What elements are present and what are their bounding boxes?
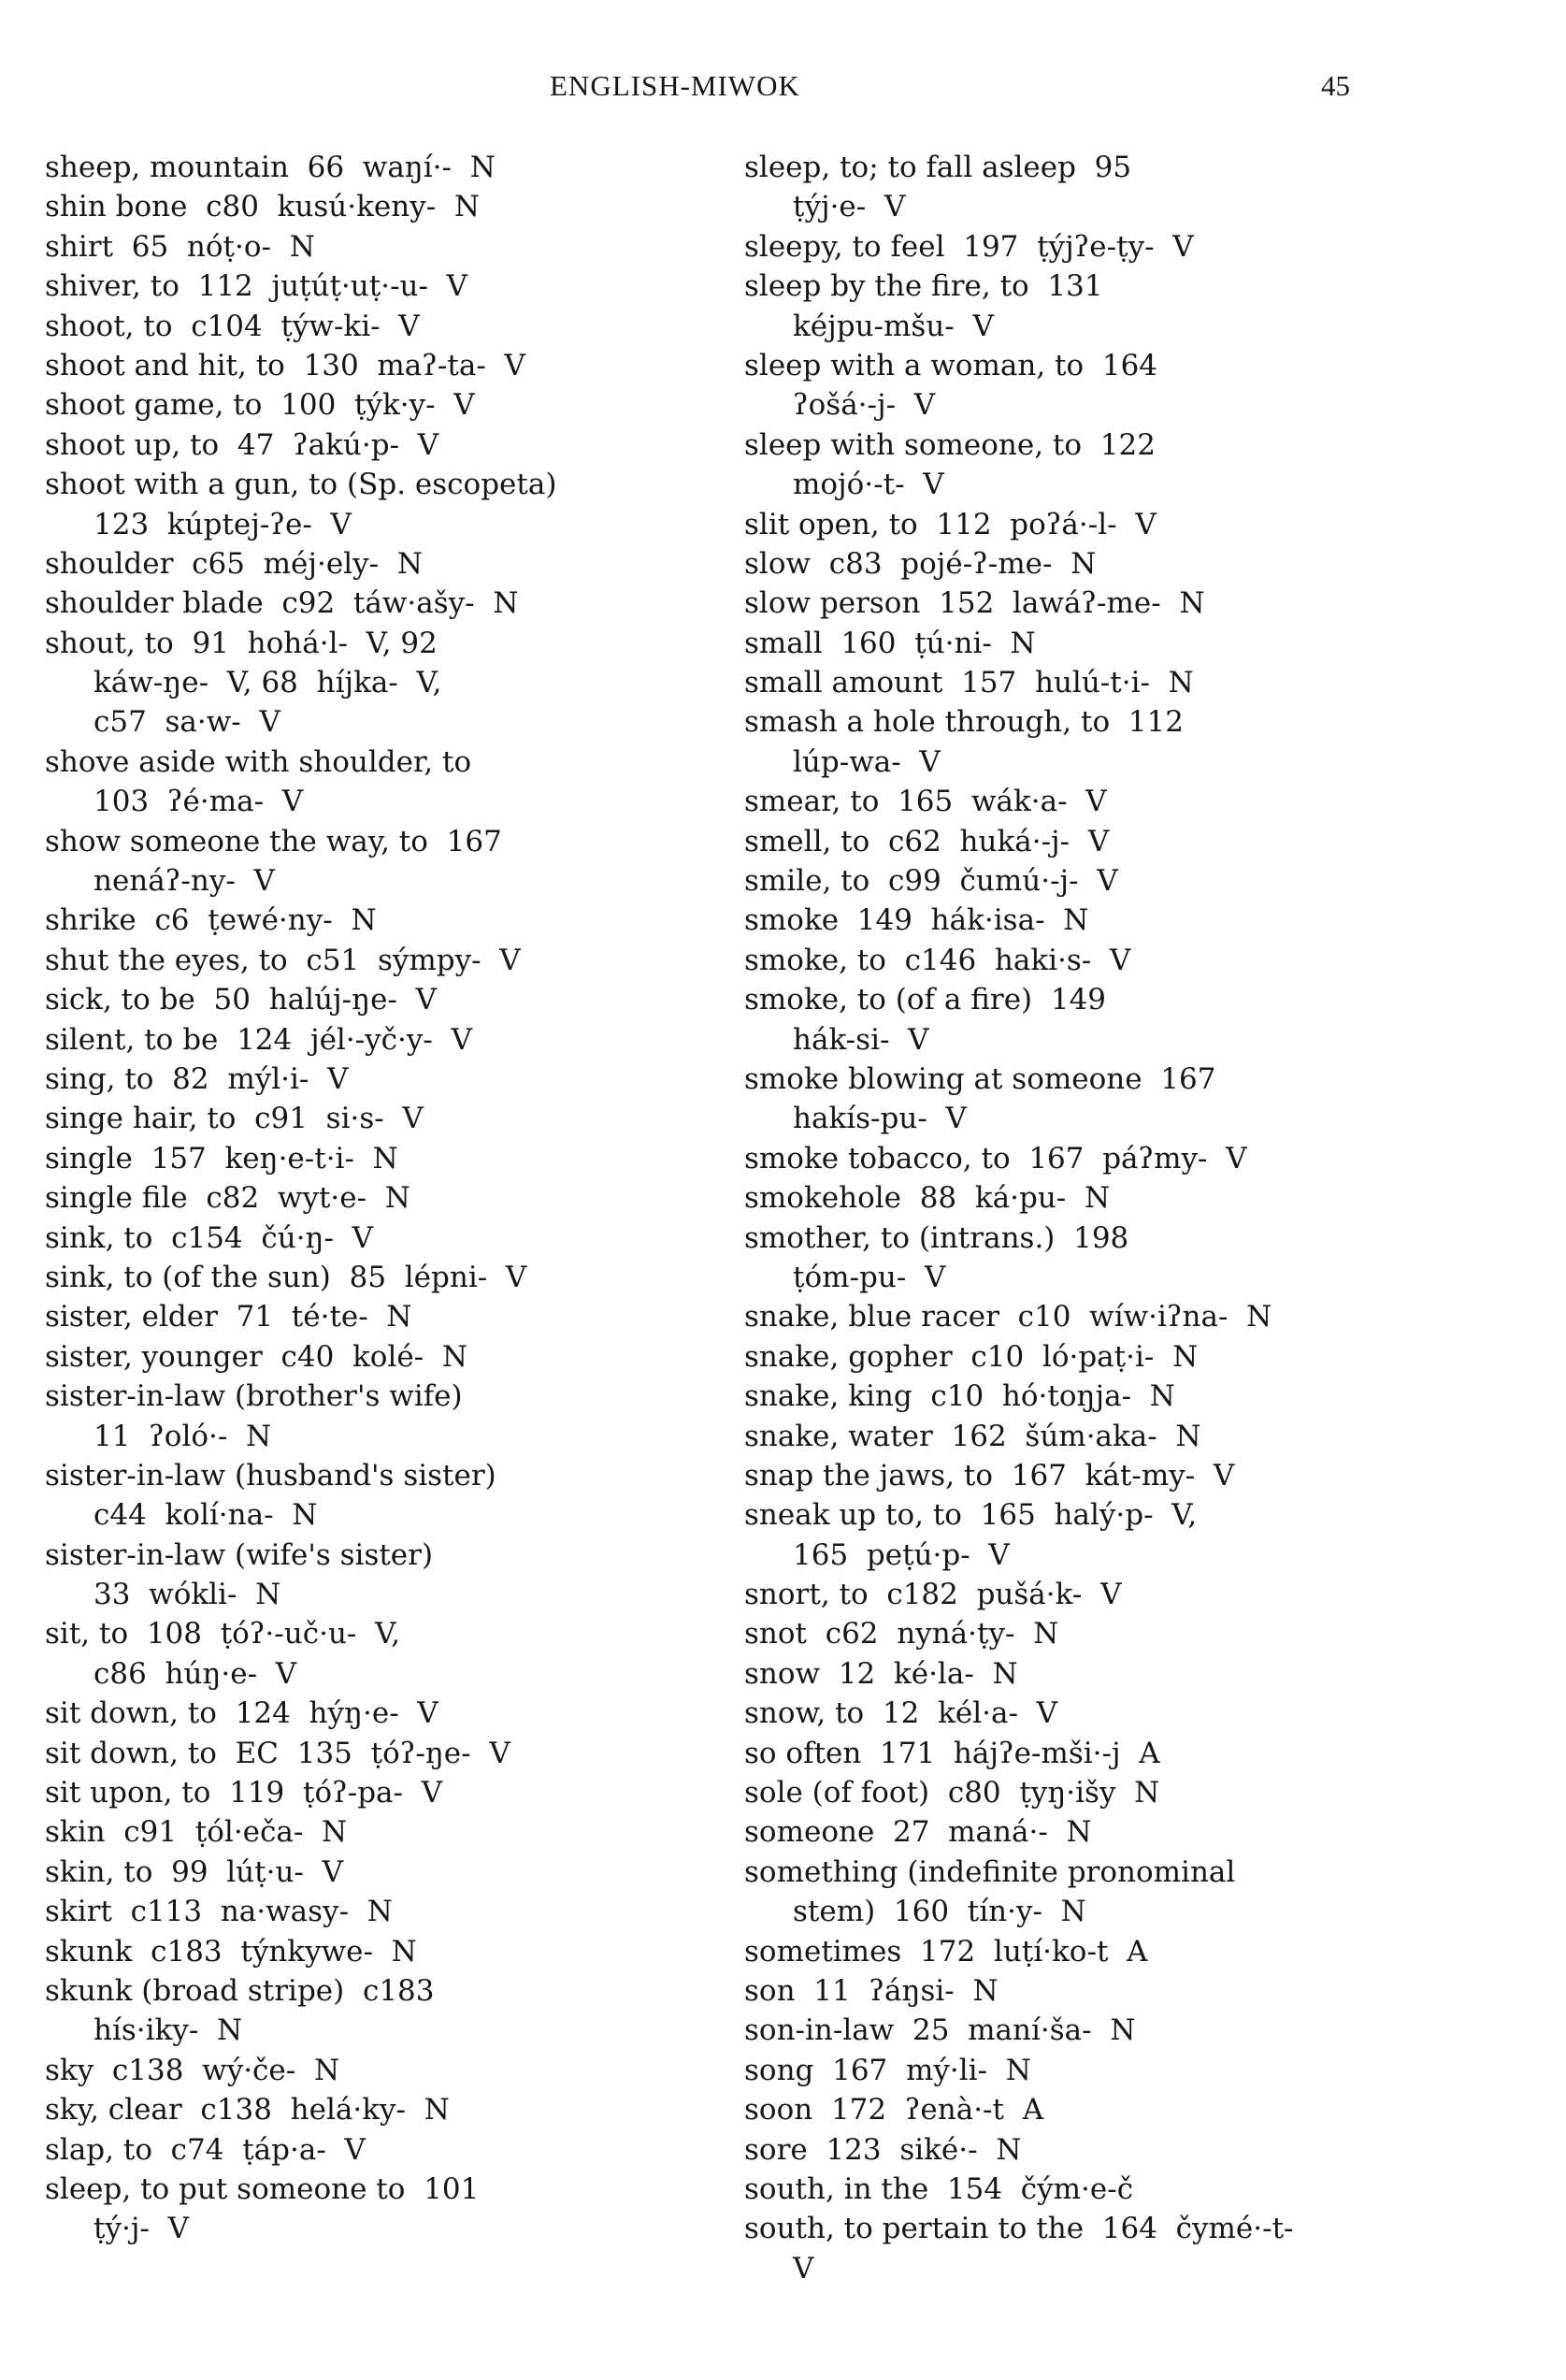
entry-continuation-line: lúp-wa- V [793, 744, 941, 779]
entry-continuation-line: ṭý·j- V [93, 2212, 190, 2246]
dictionary-entry-line: shoot and hit, to 130 maʔ-ta- V [45, 348, 525, 382]
entry-continuation-line: ṭýj·e- V [793, 190, 906, 224]
dictionary-entry-line: shin bone c80 kusú·keny- N [45, 190, 481, 224]
dictionary-entry-line: smoke tobacco, to 167 páʔmy- V [744, 1141, 1247, 1176]
entry-continuation-line: 11 ʔoló·- N [93, 1419, 272, 1453]
entry-continuation-line: ṭóm-pu- V [793, 1260, 946, 1294]
dictionary-entry-line: shout, to 91 hohá·l- V, 92 [45, 626, 438, 660]
dictionary-entry-line: smoke, to (of a fire) 149 [744, 983, 1107, 1017]
dictionary-entry-line: south, in the 154 čým·e-č [744, 2171, 1134, 2206]
dictionary-entry-line: singe hair, to c91 si·s- V [45, 1102, 424, 1136]
dictionary-entry-line: someone 27 maná·- N [744, 1815, 1092, 1850]
dictionary-entry-line: sheep, mountain 66 waŋí·- N [45, 151, 496, 184]
dictionary-entry-line: sister-in-law (wife's sister) [45, 1537, 434, 1572]
dictionary-entry-line: slap, to c74 ṭáp·a- V [45, 2132, 366, 2167]
dictionary-entry-line: snow, to 12 kél·a- V [744, 1696, 1058, 1731]
dictionary-entry-line: sister, younger c40 kolé- N [45, 1339, 468, 1374]
dictionary-entry-line: sky, clear c138 helá·ky- N [45, 2093, 450, 2128]
dictionary-entry-line: sneak up to, to 165 halý·p- V, [744, 1498, 1198, 1533]
entry-continuation-line: 33 wókli- N [93, 1578, 281, 1612]
dictionary-entry-line: smoke 149 hák·isa- N [744, 903, 1089, 938]
dictionary-entry-line: smash a hole through, to 112 [744, 705, 1184, 740]
dictionary-entry-line: small 160 ṭú·ni- N [744, 626, 1036, 660]
dictionary-entry-line: sleep, to; to fall asleep 95 [744, 151, 1132, 184]
dictionary-entry-line: son 11 ʔáŋsi- N [744, 1973, 999, 2008]
dictionary-entry-line: shoot, to c104 ṭýw-ki- V [45, 309, 420, 343]
dictionary-entry-line: sister-in-law (brother's wife) [45, 1379, 463, 1414]
dictionary-entry-line: something (indefinite pronominal [744, 1854, 1236, 1889]
dictionary-entry-line: shoot with a gun, to (Sp. escopeta) [45, 468, 557, 502]
dictionary-entry-line: skunk c183 týnkywe- N [45, 1934, 417, 1969]
dictionary-entry-line: single 157 keŋ·e-t·i- N [45, 1141, 398, 1176]
dictionary-entry-line: shrike c6 ṭewé·ny- N [45, 903, 377, 938]
dictionary-entry-line: smother, to (intrans.) 198 [744, 1220, 1129, 1255]
dictionary-entry-line: sit, to 108 ṭóʔ·-uč·u- V, [45, 1617, 400, 1652]
dictionary-entry-line: smear, to 165 wák·a- V [744, 785, 1107, 819]
dictionary-entry-line: shoot game, to 100 ṭýk·y- V [45, 388, 475, 423]
entry-continuation-line: ʔošá·-j- V [793, 388, 936, 423]
entry-continuation-line: káw-ŋe- V, 68 híjka- V, [93, 666, 442, 700]
dictionary-entry-line: skin c91 ṭól·eča- N [45, 1815, 348, 1850]
dictionary-entry-line: sick, to be 50 halúj-ŋe- V [45, 983, 437, 1017]
dictionary-entry-line: sleepy, to feel 197 ṭýjʔe-ṭy- V [744, 229, 1194, 264]
dictionary-entry-line: sky c138 wý·če- N [45, 2053, 340, 2087]
dictionary-entry-line: smile, to c99 čumú·-j- V [744, 864, 1118, 899]
dictionary-entry-line: sister-in-law (husband's sister) [45, 1458, 496, 1493]
dictionary-entry-line: slit open, to 112 poʔá·-l- V [744, 507, 1157, 541]
dictionary-entry-line: shoulder c65 méj·ely- N [45, 546, 423, 581]
entry-continuation-line: c86 húŋ·e- V [93, 1656, 297, 1691]
dictionary-entry-line: smoke blowing at someone 167 [744, 1061, 1216, 1096]
dictionary-entry-line: show someone the way, to 167 [45, 824, 502, 858]
dictionary-entry-line: skirt c113 na·wasy- N [45, 1895, 393, 1929]
dictionary-entry-line: snow 12 ké·la- N [744, 1656, 1018, 1691]
dictionary-entry-line: sore 123 siké·- N [744, 2132, 1022, 2167]
dictionary-entry-line: shoot up, to 47 ʔakú·p- V [45, 427, 439, 462]
dictionary-entry-line: soon 172 ʔenà·-t A [744, 2093, 1044, 2128]
dictionary-entry-line: sister, elder 71 té·te- N [45, 1300, 412, 1334]
dictionary-entry-line: skunk (broad stripe) c183 [45, 1973, 435, 2008]
dictionary-entry-line: smoke, to c146 haki·s- V [744, 943, 1131, 977]
dictionary-entry-line: skin, to 99 lúṭ·u- V [45, 1854, 343, 1889]
dictionary-entry-line: slow person 152 lawáʔ-me- N [744, 586, 1205, 621]
dictionary-entry-line: snake, blue racer c10 wíw·iʔna- N [744, 1300, 1272, 1334]
entry-continuation-line: V [793, 2251, 814, 2286]
dictionary-entry-line: sleep with someone, to 122 [744, 427, 1156, 462]
right-column [744, 148, 1511, 2288]
dictionary-entry-line: silent, to be 124 jél·-yč·y- V [45, 1022, 472, 1057]
dictionary-entry-line: sleep, to put someone to 101 [45, 2171, 480, 2206]
dictionary-entry-line: shove aside with shoulder, to [45, 744, 472, 779]
entry-continuation-line: hák-si- V [793, 1022, 929, 1057]
dictionary-entry-line: snot c62 nyná·ṭy- N [744, 1617, 1059, 1652]
entry-continuation-line: hakís-pu- V [793, 1102, 967, 1136]
dictionary-entry-line: shiver, to 112 juṭúṭ·uṭ·-u- V [45, 269, 468, 304]
dictionary-entry-line: sing, to 82 mýl·i- V [45, 1061, 349, 1096]
entry-continuation-line: c44 kolí·na- N [93, 1498, 318, 1533]
dictionary-entry-line: south, to pertain to the 164 čymé·-t- [744, 2212, 1294, 2246]
dictionary-entry-line: sleep with a woman, to 164 [744, 348, 1158, 382]
entry-continuation-line: kéjpu-mšu- V [793, 309, 994, 343]
dictionary-entry-line: shoulder blade c92 táw·ašy- N [45, 586, 519, 621]
entry-continuation-line: mojó·-t- V [793, 468, 944, 502]
dictionary-entry-line: smokehole 88 ká·pu- N [744, 1181, 1111, 1216]
running-title: ENGLISH-MIWOK [550, 69, 800, 102]
dictionary-entry-line: shut the eyes, to c51 sýmpy- V [45, 943, 521, 977]
dictionary-entry-line: sink, to c154 čú·ŋ- V [45, 1220, 374, 1255]
entry-continuation-line: 165 peṭú·p- V [793, 1537, 1010, 1572]
dictionary-entry-line: snake, gopher c10 ló·paṭ·i- N [744, 1339, 1199, 1374]
dictionary-entry-line: sleep by the fire, to 131 [744, 269, 1103, 304]
dictionary-entry-line: snake, water 162 šúm·aka- N [744, 1419, 1201, 1453]
entry-continuation-line: c57 sa·w- V [93, 705, 280, 740]
page-number: 45 [1321, 69, 1350, 102]
dictionary-entry-line: snap the jaws, to 167 kát-my- V [744, 1458, 1235, 1493]
dictionary-entry-line: snort, to c182 pušá·k- V [744, 1578, 1122, 1612]
dictionary-entry-line: son-in-law 25 maní·ša- N [744, 2013, 1136, 2048]
dictionary-entry-line: slow c83 pojé-ʔ-me- N [744, 546, 1097, 581]
dictionary-entry-line: single file c82 wyt·e- N [45, 1181, 410, 1216]
dictionary-entry-line: smell, to c62 huká·-j- V [744, 824, 1110, 858]
dictionary-entry-line: snake, king c10 hó·toŋja- N [744, 1379, 1175, 1414]
dictionary-entry-line: sometimes 172 luṭí·ko-t A [744, 1934, 1148, 1969]
page-header [0, 69, 1566, 110]
dictionary-entry-line: sit upon, to 119 ṭóʔ-pa- V [45, 1776, 443, 1810]
entry-continuation-line: 103 ʔé·ma- V [93, 785, 304, 819]
entry-continuation-line: stem) 160 tín·y- N [793, 1895, 1086, 1929]
dictionary-entry-line: song 167 mý·li- N [744, 2053, 1031, 2087]
entry-continuation-line: 123 kúptej-ʔe- V [93, 507, 352, 541]
entry-continuation-line: nenáʔ-ny- V [93, 864, 275, 899]
dictionary-entry-line: small amount 157 hulú-t·i- N [744, 666, 1194, 700]
dictionary-entry-line: shirt 65 nóṭ·o- N [45, 229, 315, 264]
entry-continuation-line: hís·iky- N [93, 2013, 243, 2048]
dictionary-entry-line: sink, to (of the sun) 85 lépni- V [45, 1260, 527, 1294]
dictionary-entry-line: so often 171 hájʔe-mši·-j A [744, 1736, 1160, 1770]
dictionary-entry-line: sit down, to EC 135 ṭóʔ-ŋe- V [45, 1736, 510, 1770]
dictionary-entry-line: sole (of foot) c80 ṭyŋ·išy N [744, 1776, 1160, 1810]
left-column [45, 148, 718, 2249]
dictionary-entry-line: sit down, to 124 hýŋ·e- V [45, 1696, 438, 1731]
